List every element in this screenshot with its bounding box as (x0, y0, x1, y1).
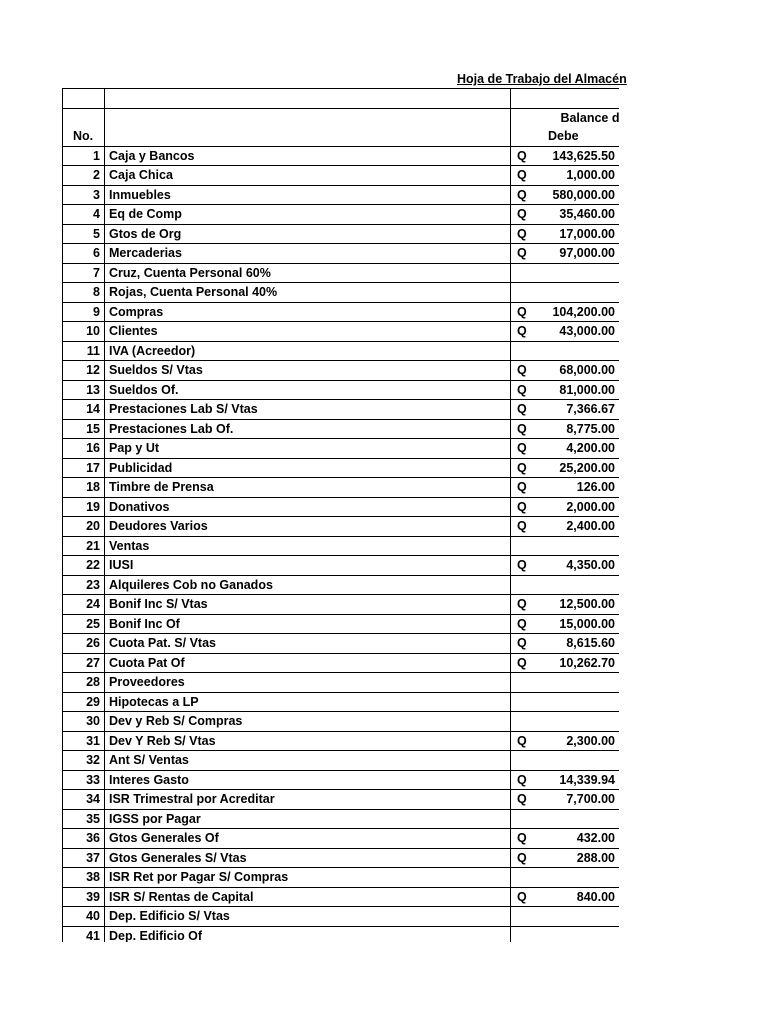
currency-symbol (511, 575, 541, 595)
debit-amount (541, 751, 620, 771)
table-row (63, 302, 620, 322)
table-row (63, 380, 620, 400)
table-row (63, 595, 620, 615)
row-number: 18 (63, 478, 105, 498)
column-header-row (63, 127, 620, 146)
account-name: Dep. Edificio S/ Vtas (105, 907, 511, 927)
account-name: IVA (Acreedor) (105, 341, 511, 361)
table-row (63, 263, 620, 283)
currency-symbol: Q (511, 244, 541, 264)
currency-symbol: Q (511, 458, 541, 478)
currency-symbol: Q (511, 595, 541, 615)
table-row (63, 283, 620, 303)
currency-symbol (511, 283, 541, 303)
currency-symbol: Q (511, 146, 541, 166)
currency-symbol: Q (511, 770, 541, 790)
currency-symbol: Q (511, 634, 541, 654)
sheet-title: Hoja de Trabajo del Almacén (457, 72, 627, 86)
debit-amount (541, 809, 620, 829)
account-name: IGSS por Pagar (105, 809, 511, 829)
currency-symbol (511, 868, 541, 888)
debit-amount: 25,200.00 (541, 458, 620, 478)
currency-symbol: Q (511, 302, 541, 322)
account-name: Ventas (105, 536, 511, 556)
currency-symbol: Q (511, 614, 541, 634)
account-name: Dev Y Reb S/ Vtas (105, 731, 511, 751)
row-number: 24 (63, 595, 105, 615)
table-row (63, 185, 620, 205)
cell (541, 89, 620, 109)
currency-symbol: Q (511, 380, 541, 400)
debit-amount: 2,400.00 (541, 517, 620, 537)
debit-amount: 143,625.50 (541, 146, 620, 166)
table-row (63, 848, 620, 868)
table-row (63, 614, 620, 634)
row-number: 31 (63, 731, 105, 751)
account-name: Cuota Pat Of (105, 653, 511, 673)
table-row (63, 439, 620, 459)
row-number: 13 (63, 380, 105, 400)
cell (511, 89, 541, 109)
account-name: Clientes (105, 322, 511, 342)
table-row (63, 341, 620, 361)
currency-symbol: Q (511, 185, 541, 205)
table-row (63, 458, 620, 478)
row-number: 30 (63, 712, 105, 732)
currency-symbol: Q (511, 829, 541, 849)
account-name: Caja y Bancos (105, 146, 511, 166)
row-number: 37 (63, 848, 105, 868)
row-number: 15 (63, 419, 105, 439)
debit-amount: 7,366.67 (541, 400, 620, 420)
worksheet-body (63, 89, 620, 943)
row-number: 41 (63, 926, 105, 942)
row-number: 22 (63, 556, 105, 576)
table-row (63, 497, 620, 517)
currency-symbol: Q (511, 887, 541, 907)
account-name: Mercaderias (105, 244, 511, 264)
table-row (63, 322, 620, 342)
account-name: Inmuebles (105, 185, 511, 205)
currency-symbol (511, 536, 541, 556)
debit-amount: 1,000.00 (541, 166, 620, 186)
debit-amount (541, 283, 620, 303)
account-name: Sueldos Of. (105, 380, 511, 400)
table-row (63, 146, 620, 166)
currency-symbol: Q (511, 497, 541, 517)
account-name: Alquileres Cob no Ganados (105, 575, 511, 595)
cell (105, 127, 511, 146)
row-number: 8 (63, 283, 105, 303)
table-row (63, 712, 620, 732)
no-header: No. (63, 127, 105, 146)
table-row (63, 653, 620, 673)
currency-symbol (511, 712, 541, 732)
row-number: 40 (63, 907, 105, 927)
currency-symbol: Q (511, 166, 541, 186)
debit-amount: 4,200.00 (541, 439, 620, 459)
currency-symbol (511, 673, 541, 693)
row-number: 19 (63, 497, 105, 517)
row-number: 39 (63, 887, 105, 907)
debit-amount: 432.00 (541, 829, 620, 849)
account-name: Timbre de Prensa (105, 478, 511, 498)
currency-symbol: Q (511, 419, 541, 439)
table-row (63, 361, 620, 381)
cell (63, 108, 105, 127)
row-number: 5 (63, 224, 105, 244)
account-name: ISR S/ Rentas de Capital (105, 887, 511, 907)
account-name: Donativos (105, 497, 511, 517)
table-row (63, 887, 620, 907)
currency-symbol (511, 751, 541, 771)
table-row (63, 166, 620, 186)
account-name: Hipotecas a LP (105, 692, 511, 712)
row-number: 23 (63, 575, 105, 595)
debit-amount: 2,300.00 (541, 731, 620, 751)
currency-symbol (511, 263, 541, 283)
row-number: 33 (63, 770, 105, 790)
table-row (63, 907, 620, 927)
account-name: Sueldos S/ Vtas (105, 361, 511, 381)
worksheet-table (62, 88, 619, 942)
row-number: 20 (63, 517, 105, 537)
row-number: 36 (63, 829, 105, 849)
debit-amount (541, 692, 620, 712)
row-number: 32 (63, 751, 105, 771)
debit-amount: 580,000.00 (541, 185, 620, 205)
account-name: Dep. Edificio Of (105, 926, 511, 942)
account-name: Proveedores (105, 673, 511, 693)
debe-header: Debe (511, 127, 620, 146)
account-name: Rojas, Cuenta Personal 40% (105, 283, 511, 303)
table-row (63, 575, 620, 595)
account-name: Compras (105, 302, 511, 322)
row-number: 26 (63, 634, 105, 654)
currency-symbol: Q (511, 517, 541, 537)
table-row (63, 731, 620, 751)
row-number: 9 (63, 302, 105, 322)
row-number: 11 (63, 341, 105, 361)
row-number: 1 (63, 146, 105, 166)
debit-amount: 81,000.00 (541, 380, 620, 400)
debit-amount (541, 712, 620, 732)
account-name: Gtos Generales Of (105, 829, 511, 849)
table-row (63, 790, 620, 810)
debit-amount: 17,000.00 (541, 224, 620, 244)
balance-header-row (63, 108, 620, 127)
table-row (63, 829, 620, 849)
currency-symbol: Q (511, 790, 541, 810)
currency-symbol (511, 907, 541, 927)
table-row (63, 244, 620, 264)
row-number: 14 (63, 400, 105, 420)
table-row (63, 205, 620, 225)
account-name: Prestaciones Lab S/ Vtas (105, 400, 511, 420)
table-row (63, 419, 620, 439)
debit-amount: 14,339.94 (541, 770, 620, 790)
table-row (63, 634, 620, 654)
table-row (63, 868, 620, 888)
currency-symbol: Q (511, 653, 541, 673)
currency-symbol (511, 926, 541, 942)
currency-symbol: Q (511, 731, 541, 751)
row-number: 29 (63, 692, 105, 712)
account-name: Cuota Pat. S/ Vtas (105, 634, 511, 654)
debit-amount: 10,262.70 (541, 653, 620, 673)
debit-amount: 840.00 (541, 887, 620, 907)
currency-symbol (511, 692, 541, 712)
row-number: 6 (63, 244, 105, 264)
debit-amount: 126.00 (541, 478, 620, 498)
currency-symbol: Q (511, 224, 541, 244)
debit-amount: 43,000.00 (541, 322, 620, 342)
account-name: ISR Trimestral por Acreditar (105, 790, 511, 810)
debit-amount: 8,615.60 (541, 634, 620, 654)
account-name: Caja Chica (105, 166, 511, 186)
table-row (63, 536, 620, 556)
account-name: Pap y Ut (105, 439, 511, 459)
currency-symbol: Q (511, 400, 541, 420)
cell (105, 89, 511, 109)
account-name: Interes Gasto (105, 770, 511, 790)
row-number: 35 (63, 809, 105, 829)
cell (63, 89, 105, 109)
account-name: Gtos de Org (105, 224, 511, 244)
account-name: Cruz, Cuenta Personal 60% (105, 263, 511, 283)
debit-amount: 2,000.00 (541, 497, 620, 517)
row-number: 2 (63, 166, 105, 186)
account-name: Bonif Inc Of (105, 614, 511, 634)
table-row (63, 224, 620, 244)
currency-symbol: Q (511, 205, 541, 225)
row-number: 3 (63, 185, 105, 205)
debit-amount (541, 673, 620, 693)
table-row (63, 400, 620, 420)
account-name: Ant S/ Ventas (105, 751, 511, 771)
table-row (63, 673, 620, 693)
debit-amount (541, 926, 620, 942)
currency-symbol: Q (511, 556, 541, 576)
table-row (63, 517, 620, 537)
debit-amount: 8,775.00 (541, 419, 620, 439)
table-row (63, 926, 620, 942)
table-row (63, 478, 620, 498)
row-number: 34 (63, 790, 105, 810)
account-name: Deudores Varios (105, 517, 511, 537)
row-number: 27 (63, 653, 105, 673)
currency-symbol: Q (511, 848, 541, 868)
debit-amount: 104,200.00 (541, 302, 620, 322)
currency-symbol: Q (511, 439, 541, 459)
row-number: 28 (63, 673, 105, 693)
table-row (63, 692, 620, 712)
row-number: 7 (63, 263, 105, 283)
debit-amount (541, 907, 620, 927)
row-number: 38 (63, 868, 105, 888)
account-name: Bonif Inc S/ Vtas (105, 595, 511, 615)
table-row (63, 751, 620, 771)
account-name: ISR Ret por Pagar S/ Compras (105, 868, 511, 888)
cell (105, 108, 511, 127)
debit-amount: 35,460.00 (541, 205, 620, 225)
debit-amount: 7,700.00 (541, 790, 620, 810)
worksheet (62, 88, 619, 942)
blank-header-row (63, 89, 620, 109)
debit-amount (541, 341, 620, 361)
currency-symbol: Q (511, 361, 541, 381)
row-number: 17 (63, 458, 105, 478)
currency-symbol (511, 809, 541, 829)
row-number: 10 (63, 322, 105, 342)
debit-amount (541, 536, 620, 556)
row-number: 21 (63, 536, 105, 556)
row-number: 12 (63, 361, 105, 381)
account-name: Dev y Reb S/ Compras (105, 712, 511, 732)
account-name: Prestaciones Lab Of. (105, 419, 511, 439)
row-number: 4 (63, 205, 105, 225)
debit-amount (541, 575, 620, 595)
table-row (63, 770, 620, 790)
debit-amount: 4,350.00 (541, 556, 620, 576)
debit-amount: 12,500.00 (541, 595, 620, 615)
debit-amount (541, 868, 620, 888)
account-name: IUSI (105, 556, 511, 576)
row-number: 25 (63, 614, 105, 634)
debit-amount: 68,000.00 (541, 361, 620, 381)
row-number: 16 (63, 439, 105, 459)
table-row (63, 809, 620, 829)
currency-symbol: Q (511, 478, 541, 498)
debit-amount: 97,000.00 (541, 244, 620, 264)
account-name: Publicidad (105, 458, 511, 478)
account-name: Gtos Generales S/ Vtas (105, 848, 511, 868)
debit-amount: 15,000.00 (541, 614, 620, 634)
currency-symbol: Q (511, 322, 541, 342)
currency-symbol (511, 341, 541, 361)
debit-amount: 288.00 (541, 848, 620, 868)
balance-header: Balance d (511, 108, 620, 127)
account-name: Eq de Comp (105, 205, 511, 225)
debit-amount (541, 263, 620, 283)
table-row (63, 556, 620, 576)
